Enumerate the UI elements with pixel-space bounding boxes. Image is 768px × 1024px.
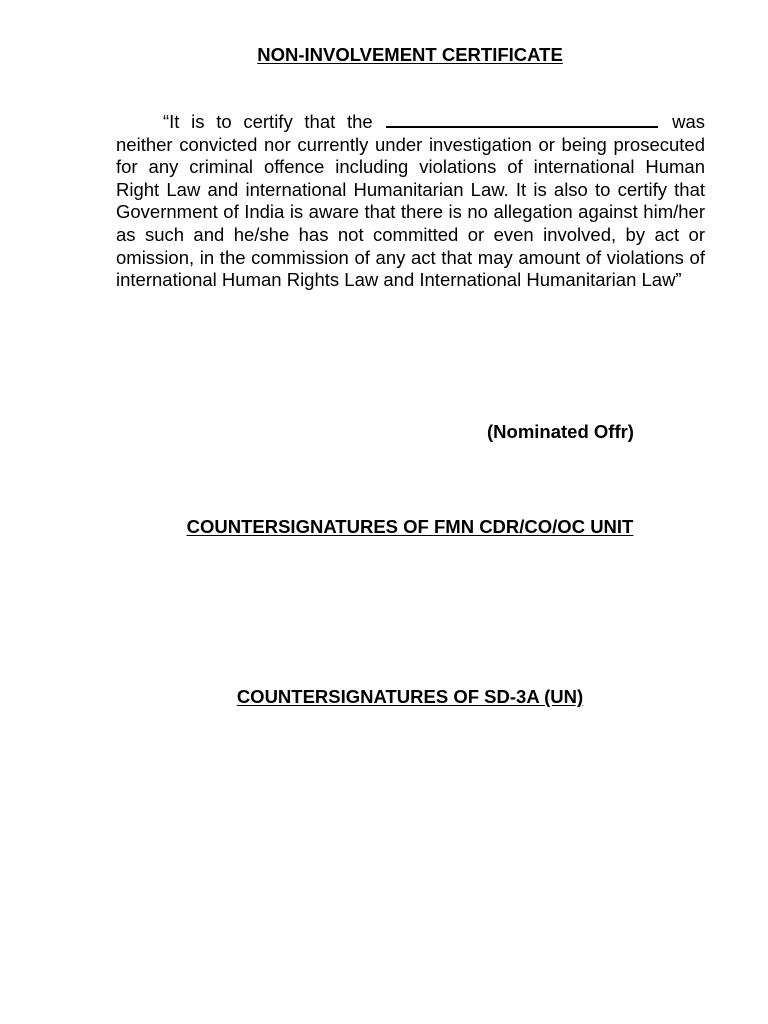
countersignature-sd-heading: COUNTERSIGNATURES OF SD-3A (UN): [236, 686, 584, 707]
certificate-body: [116, 111, 705, 292]
body-lead-text: “It is to certify that the: [163, 111, 373, 132]
countersignature-unit-heading: COUNTERSIGNATURES OF FMN CDR/CO/OC UNIT: [186, 516, 634, 537]
certificate-title: NON-INVOLVEMENT CERTIFICATE: [257, 44, 563, 65]
name-blank-line[interactable]: [386, 112, 658, 128]
nominated-officer-label: (Nominated Offr): [487, 421, 634, 442]
body-main-text: was neither convicted nor currently under investigation or being prosecuted for any criminal offence including violations of international Human Right Law and international Humanitarian Law. It is also to certify that Government of India is aware that there is no allegation against him/her as such and he/she has not committed or even involved, by act or omission, in the commission of any act that may amount of violations of international Human Rights Law and International Humanitarian Law”: [116, 111, 706, 291]
